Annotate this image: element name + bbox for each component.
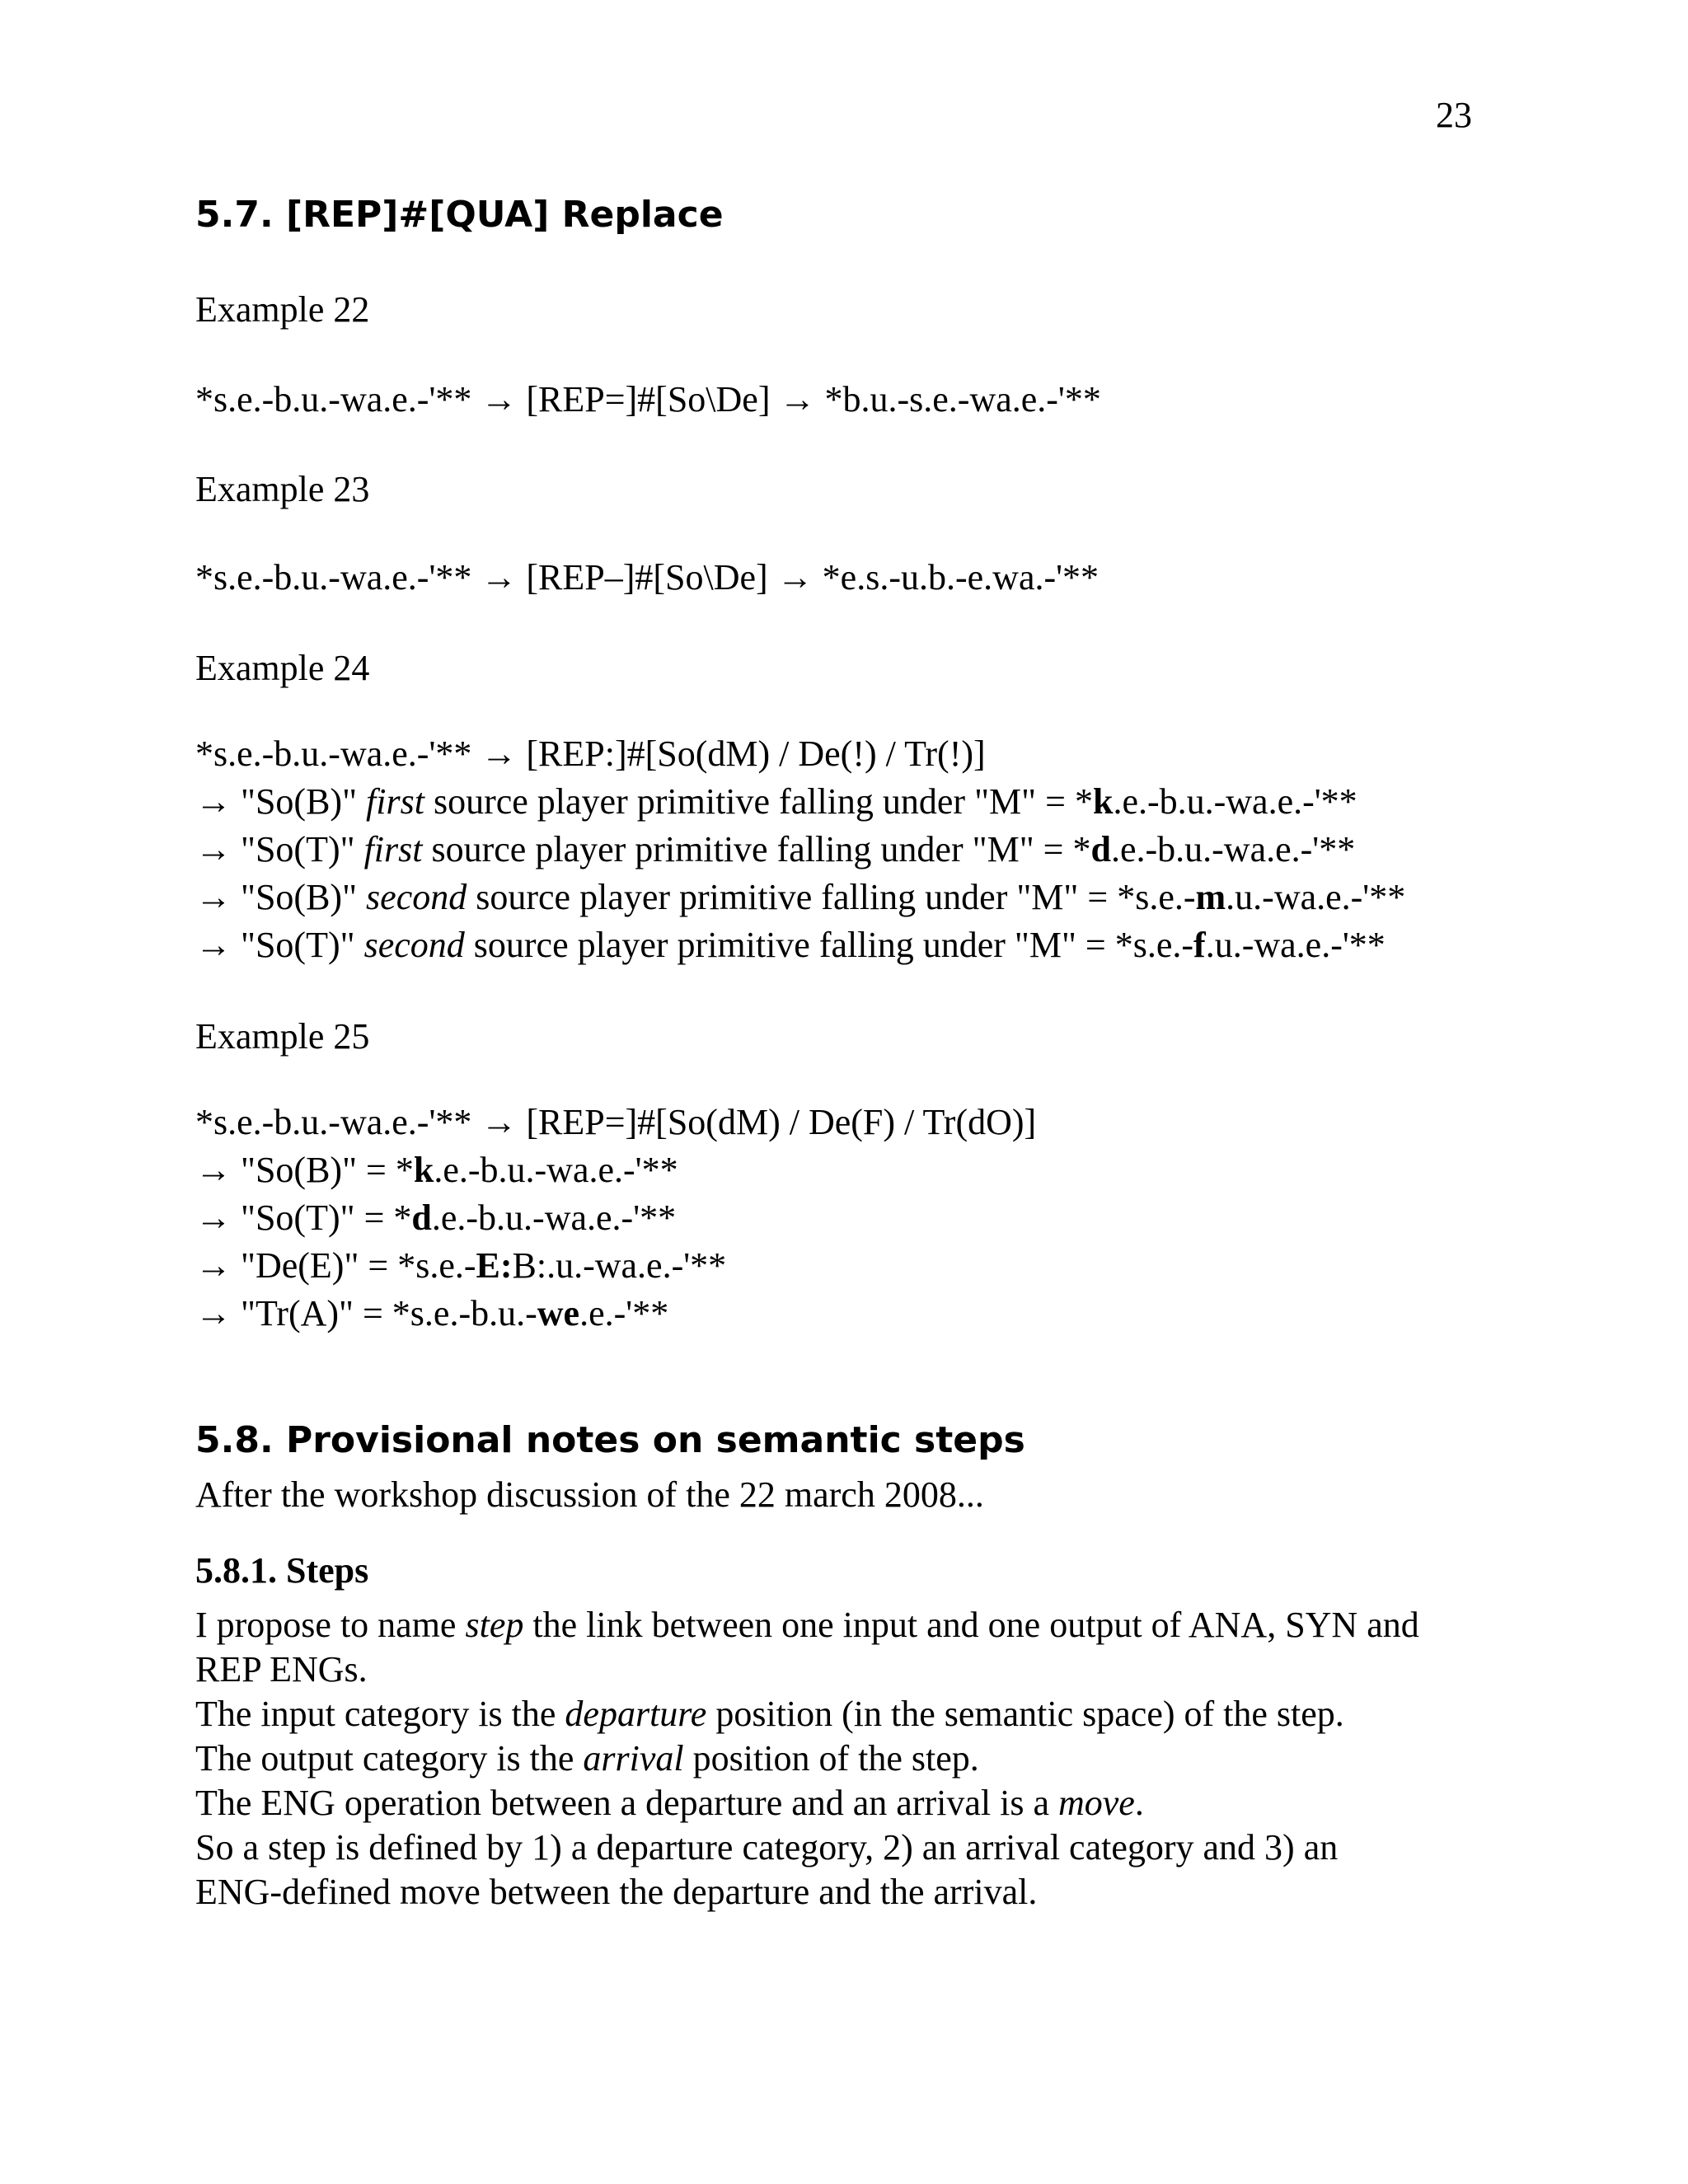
section-intro: After the workshop discussion of the 22 march 2008...: [195, 1474, 984, 1515]
paragraph-5: So a step is defined by 1) a departure category, 2) an arrival category and 3) an ENG-defined move between the departure and the arrival.: [195, 1827, 1339, 1912]
paragraph-1: I propose to name step the link between one input and one output of ANA, SYN and REP ENGs.: [195, 1605, 1419, 1690]
example-23-line: *s.e.-b.u.-wa.e.-'** → [REP–]#[So\De] → *e.s.-u.b.-e.wa.-'**: [195, 557, 1100, 598]
paragraph-4: The ENG operation between a departure and an arrival is a move.: [195, 1783, 1144, 1823]
example-24-line-4: → "So(T)" second source player primitive falling under "M" = *s.e.-f.u.-wa.e.-'**: [195, 925, 1386, 965]
section-heading-5-8: [195, 1419, 1498, 1463]
example-25-line-4: → "Tr(A)" = *s.e.-b.u.-we.e.-'**: [195, 1293, 669, 1333]
example-25-block: [195, 1099, 1498, 1338]
example-24-block: [195, 730, 1498, 969]
example-22-line: *s.e.-b.u.-wa.e.-'** → [REP=]#[So\De] → *b.u.-s.e.-wa.e.-'**: [195, 379, 1101, 419]
example-24-line-1: → "So(B)" first source player primitive falling under "M" = *k.e.-b.u.-wa.e.-'**: [195, 781, 1357, 822]
section-heading-5-7: [195, 194, 1498, 237]
example-23-label: Example 23: [195, 469, 370, 509]
example-25-line-3: → "De(E)" = *s.e.-E:B:.u.-wa.e.-'**: [195, 1245, 727, 1286]
example-22-label: Example 22: [195, 289, 370, 330]
section-heading-text: 5.8. Provisional notes on semantic steps: [195, 1419, 1025, 1461]
page-number: 23: [1436, 95, 1472, 135]
paragraph-2: The input category is the departure position (in the semantic space) of the step.: [195, 1694, 1344, 1734]
example-24-line-3: → "So(B)" second source player primitive falling under "M" = *s.e.-m.u.-wa.e.-'**: [195, 877, 1406, 917]
example-25-line-0: *s.e.-b.u.-wa.e.-'** → [REP=]#[So(dM) / De(F) / Tr(dO)]: [195, 1102, 1037, 1142]
example-25-line-1: → "So(B)" = *k.e.-b.u.-wa.e.-'**: [195, 1150, 678, 1190]
section-heading-text: 5.7. [REP]#[QUA] Replace: [195, 194, 724, 236]
subsection-heading-text: 5.8.1. Steps: [195, 1550, 369, 1591]
example-24-line-2: → "So(T)" first source player primitive falling under "M" = *d.e.-b.u.-wa.e.-'**: [195, 829, 1356, 869]
example-24-line-0: *s.e.-b.u.-wa.e.-'** → [REP:]#[So(dM) / De(!) / Tr(!)]: [195, 733, 986, 774]
subsection-heading-5-8-1: [195, 1549, 1498, 1593]
paragraph-3: The output category is the arrival position of the step.: [195, 1738, 979, 1779]
example-25-label: Example 25: [195, 1016, 370, 1057]
example-25-line-2: → "So(T)" = *d.e.-b.u.-wa.e.-'**: [195, 1197, 677, 1238]
steps-body: [195, 1603, 1432, 1915]
example-24-label: Example 24: [195, 648, 370, 688]
